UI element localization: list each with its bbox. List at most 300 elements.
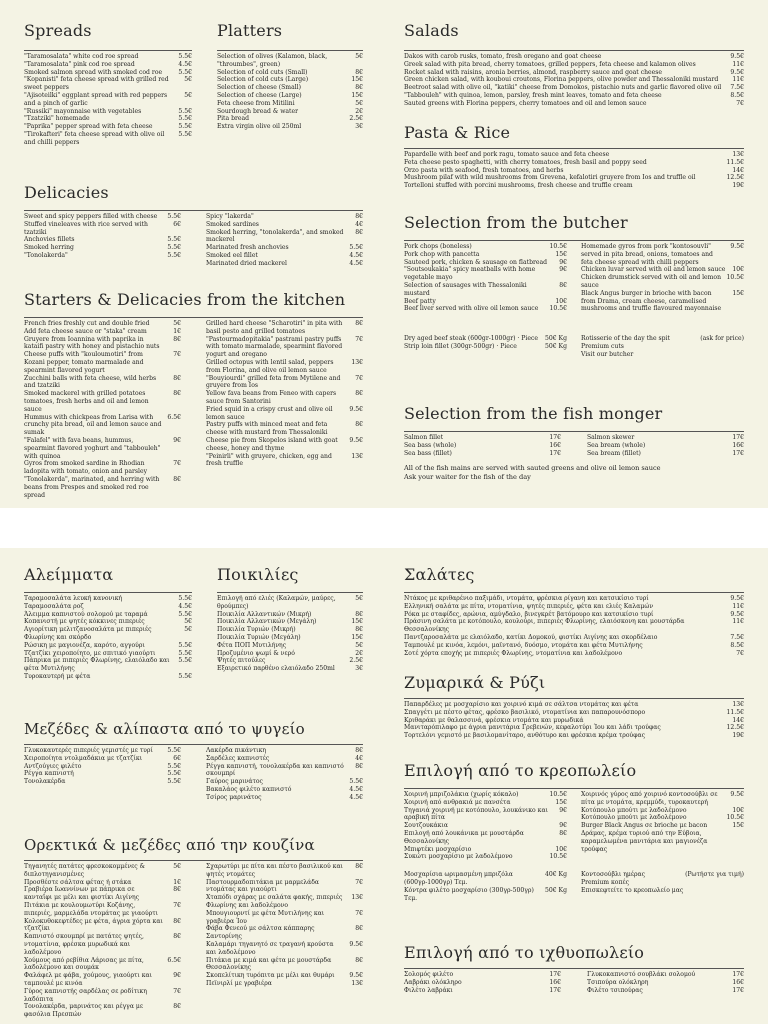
menu-item: [581, 274, 744, 290]
menu-item-price: 5.5€: [167, 778, 181, 786]
menu-item: [24, 1003, 181, 1019]
menu-list: [404, 151, 744, 190]
menu-item-name: Μπουγιουρντί με φέτα Μυτιλήνης και γραβιέρα Ίου: [206, 909, 325, 925]
menu-item-price: 7€: [736, 99, 744, 107]
menu-item: [24, 390, 181, 413]
menu-item: [24, 595, 192, 603]
menu-item-name: Πεϊνιρλί με γραβιέρα: [206, 979, 272, 987]
menu-item-name: Τονολακέρδα, μαρινάτος και ρέγγα με φασόλια Πρεσπών: [24, 1003, 143, 1019]
menu-item-price: 9.5€: [349, 436, 363, 444]
menu-item-price: 7€: [173, 460, 181, 468]
menu-item-name: Sea bass (whole): [404, 441, 457, 449]
menu-item-price: 11.5€: [726, 708, 744, 716]
menu-item: [24, 747, 181, 755]
menu-item-price: [730, 351, 744, 359]
menu-item-name: Zucchini balls with feta cheese, wild herbs and tzatziki: [24, 374, 157, 390]
menu-item: [404, 887, 567, 903]
menu-item-price: 9€: [559, 266, 567, 274]
menu-item: [404, 159, 744, 167]
menu-list: [404, 243, 567, 313]
menu-item: [587, 434, 744, 442]
section-title: Pasta & Rice: [404, 123, 511, 142]
menu-item-name: "Soutsoukakia" spicy meatballs with home vegetable mayo: [404, 266, 536, 282]
menu-item-name: Καπνιστό σκουμπρί με πατάτες ψητές, ντοματίνια, φρέσκα μυρωδικά και λαδολέμονο: [24, 933, 144, 956]
menu-item: [24, 863, 181, 879]
menu-item-name: Γραβιέρα Ιωαννίνων με πάπρικα σε κανταΐφι με μέλι και φιστίκι Αιγίνης: [24, 886, 140, 902]
menu-item: [581, 343, 744, 351]
menu-item: [24, 902, 181, 918]
menu-item-name: Άλειμμα καπνιστού σολομού με ταραμά: [24, 610, 148, 618]
menu-item: [404, 266, 567, 282]
menu-item: [24, 53, 192, 61]
menu-item-name: Ελληνική σαλάτα με πίτα, ντοματίνια, ψητές πιπεριές, φέτα και ελιές Καλαμών: [404, 602, 654, 610]
menu-item-price: 13€: [351, 979, 363, 987]
section-title: Επιλογή από το κρεοπωλείο: [404, 761, 637, 780]
menu-item-price: 5.5€: [178, 649, 192, 657]
menu-item-price: 17€: [732, 986, 744, 994]
menu-item-name: Selection of sausages with Thessaloniki mustard: [404, 281, 527, 297]
menu-item-price: 7€: [173, 987, 181, 995]
menu-item-price: 9.5€: [730, 595, 744, 602]
menu-item-price: 16€: [549, 441, 561, 449]
menu-item: [404, 343, 567, 351]
menu-item-name: Σαρδέλες καπνιστές: [206, 754, 270, 762]
menu-item: [404, 243, 567, 251]
menu-item-name: Γύρος καπνιστής σαρδέλας σε ροδίτικη λαδόπιτα: [24, 987, 147, 1003]
menu-item-price: 9.5€: [349, 940, 363, 948]
menu-item-price: 8€: [355, 925, 363, 933]
menu-item: [206, 229, 363, 245]
menu-item-name: Συκώτι μοσχαρίσιο με λαδολέμονο: [404, 853, 513, 861]
menu-item-price: 7€: [355, 335, 363, 343]
menu-item-price: 2.5€: [349, 657, 363, 665]
menu-item-price: 50€ Kg: [544, 335, 567, 343]
menu-item-name: Χούμους από ρεβίθια Λάρισας με πίτα, λαδολέμονο και σουμάκ: [24, 956, 144, 972]
menu-item-name: Σολομός φιλέτο: [404, 971, 454, 978]
menu-item-name: Τσιπούρα ολόκληρη: [587, 978, 649, 986]
menu-item-price: 5€: [184, 618, 192, 626]
menu-item: [206, 221, 363, 229]
menu-item-price: 8€: [173, 886, 181, 894]
menu-list: [404, 791, 567, 861]
menu-item-name: Εξαιρετικό παρθένο ελαιόλαδο 250ml: [217, 665, 335, 673]
menu-item-price: 40€ Kg: [544, 871, 567, 879]
menu-list: [404, 434, 561, 457]
fish-note: Ask your waiter for the fish of the day: [404, 473, 531, 482]
menu-item-price: 5.5€: [178, 657, 192, 665]
menu-item-price: 19€: [732, 182, 744, 190]
menu-item-name: Selection of olives (Kalamon, black, "throumbes", green): [217, 53, 328, 68]
menu-item-price: 1€: [173, 878, 181, 886]
menu-item: [404, 853, 567, 861]
menu-item-name: "Kopanisti" feta cheese spread with grilled red sweet peppers: [24, 76, 169, 92]
menu-item: [24, 933, 181, 956]
menu-item-name: Αγιορίτικη μελιτζανοσαλάτα με πιπεριές Φλωρίνης και σκόρδο: [24, 626, 152, 641]
menu-item: [206, 972, 363, 980]
menu-item: [206, 320, 363, 336]
menu-item-price: 7€: [173, 351, 181, 359]
menu-item-price: [730, 879, 744, 887]
menu-item-price: 7€: [736, 649, 744, 657]
menu-item-name: Φέτα ΠΟΠ Μυτιλήνης: [217, 641, 287, 649]
menu-item-price: 8€: [355, 213, 363, 220]
menu-item-price: 5€: [173, 320, 181, 327]
menu-item-price: (ask for price): [700, 335, 744, 343]
menu-item-name: "Taramosalata" pink cod roe spread: [24, 60, 135, 68]
menu-item-name: Strip loin fillet (300gr-500gr) · Piece: [404, 342, 517, 350]
menu-item: [404, 701, 744, 709]
menu-item: [24, 351, 181, 374]
menu-list: [404, 971, 561, 994]
menu-item-price: 7€: [355, 374, 363, 382]
menu-item: [587, 979, 744, 987]
menu-item: [206, 437, 363, 453]
menu-item-name: Επισκεφτείτε το κρεοπωλείο μας: [581, 886, 684, 894]
menu-item-name: "Peinirli" with gruyere, chicken, egg and fresh truffle: [206, 452, 332, 468]
menu-item-price: 5€: [184, 626, 192, 634]
menu-item: [24, 61, 192, 69]
menu-item: [404, 259, 567, 267]
menu-item: [404, 298, 567, 306]
section-title: Delicacies: [24, 183, 109, 202]
menu-item-price: 9.5€: [349, 405, 363, 413]
menu-item-price: 10.5€: [549, 243, 567, 250]
menu-list: [206, 320, 363, 499]
menu-item-name: Ταραμοσαλάτα ροζ: [24, 602, 84, 610]
menu-item-name: Selection of cheese (Small): [217, 84, 301, 92]
menu-item: [581, 351, 744, 359]
menu-item-price: 8€: [173, 374, 181, 382]
menu-item-price: 8€: [173, 933, 181, 941]
menu-list: [206, 213, 363, 268]
menu-item-name: Κόντρα φιλέτο μοσχαρίσιο (300γρ-500γρ) Τεμ.: [404, 886, 534, 902]
menu-item-price: 4.5€: [178, 60, 192, 68]
menu-item: [24, 108, 192, 116]
menu-item: [24, 650, 192, 658]
menu-item-price: 5.5€: [167, 762, 181, 770]
menu-item-price: 5.5€: [178, 123, 192, 131]
menu-item-name: Feta cheese from Mitilini: [217, 99, 295, 107]
menu-item-price: 11€: [732, 602, 744, 610]
menu-item: [217, 657, 363, 665]
menu-item-price: 15€: [351, 618, 363, 626]
menu-item: [217, 665, 363, 673]
menu-item: [206, 910, 363, 926]
fish-note: All of the fish mains are served with sauted greens and olive oil lemon sauce: [404, 464, 661, 473]
menu-item-price: 6.5€: [167, 956, 181, 964]
menu-item-name: Fried squid in a crispy crust and olive oil lemon sauce: [206, 405, 333, 421]
menu-item: [24, 879, 181, 887]
menu-item-price: 13€: [351, 894, 363, 902]
menu-item: [404, 92, 744, 100]
menu-item-name: Dry aged beef steak (600gr-1000gr) · Piece: [404, 335, 538, 343]
menu-item-name: Λαβράκι ολόκληρο: [404, 978, 462, 986]
menu-item-price: 8€: [173, 917, 181, 925]
menu-item: [206, 336, 363, 359]
menu-item: [404, 618, 744, 634]
menu-item-name: Φαλάφελ με φάβα, χούμους, γιαούρτι και ταμπουλέ με κινόα: [24, 972, 153, 987]
menu-item: [217, 76, 363, 84]
menu-item: [587, 442, 744, 450]
menu-item: [404, 151, 744, 159]
menu-item: [24, 886, 181, 902]
menu-item-name: Smoked herring, "tonolakerda", and smoked mackerel: [206, 228, 344, 244]
menu-item-name: "Taramosalata" white cod roe spread: [24, 53, 139, 60]
menu-item: [404, 830, 567, 846]
menu-item: [24, 328, 181, 336]
menu-item-name: Sauteed pork, chicken & sausage on flatbread: [404, 258, 548, 266]
menu-list: [24, 320, 181, 499]
menu-item-price: 8€: [355, 747, 363, 754]
section-fish: [404, 405, 744, 482]
menu-item: [206, 260, 363, 268]
menu-list: [404, 701, 744, 740]
menu-item: [404, 167, 744, 175]
menu-list: [24, 213, 181, 268]
menu-item-name: Beef patty: [404, 297, 436, 305]
menu-item-price: 5.5€: [178, 672, 192, 680]
menu-item-price: 8€: [173, 1003, 181, 1011]
menu-item-price: 17€: [549, 986, 561, 994]
menu-list: [24, 863, 181, 1019]
menu-item-name: Φάβα Φενεού με σάλτσα κάππαρης Σαντορίνης: [206, 925, 315, 941]
menu-item: [404, 979, 561, 987]
menu-item-price: 15€: [351, 76, 363, 84]
menu-item-name: Κοτόπουλο μπούτι με λαδολέμονο: [581, 806, 687, 814]
menu-list: [24, 595, 192, 681]
menu-item-name: "Tonolakerda", marinated, and herring with beans from Prespes and smoked red roe spread: [24, 475, 160, 499]
menu-item: [24, 460, 181, 476]
menu-item: [24, 92, 192, 108]
menu-item: [206, 894, 363, 910]
menu-item: [217, 626, 363, 634]
menu-item-price: 50€ Kg: [544, 886, 567, 894]
menu-item: [206, 421, 363, 437]
section-delicacies: [24, 184, 363, 268]
section-title: Ποικιλίες: [217, 565, 299, 584]
menu-item-price: 2€: [355, 107, 363, 115]
menu-item-price: 17€: [732, 434, 744, 441]
section-starters: [24, 291, 363, 499]
menu-item: [404, 971, 561, 979]
menu-item-price: 15€: [351, 633, 363, 641]
menu-item-name: Μοσχαρίσια ωριμασμένη μπριζόλα (600γρ-1000γρ) Τεμ.: [404, 871, 513, 886]
menu-item-price: 8€: [355, 956, 363, 964]
menu-item-name: "Russiki" mayonnaise with vegetables: [24, 107, 142, 115]
menu-item-price: 7€: [173, 901, 181, 909]
menu-item: [24, 778, 181, 786]
menu-item-name: "Paprika" pepper spread with feta cheese: [24, 123, 153, 131]
menu-item: [217, 69, 363, 77]
menu-item: [217, 123, 363, 131]
menu-item-name: Φιλέτο τσιπούρας: [587, 986, 643, 994]
menu-item-name: "Falafel" with fava beans, hummus, spearmint flavored yoghurt and "tabbouleh" with quinoa: [24, 436, 161, 460]
menu-item-price: 5€: [173, 863, 181, 870]
menu-item-name: Pork chop with pancetta: [404, 250, 480, 258]
menu-item-price: 10.5€: [726, 814, 744, 822]
menu-item-name: Πιτάκια με κιμά και φέτα με μουστάρδα Θεσσαλονίκης: [206, 956, 332, 972]
menu-item: [24, 957, 181, 973]
menu-item: [24, 115, 192, 123]
menu-item-name: Yellow fava beans from Feneo with capers sauce from Santorini: [206, 390, 337, 405]
menu-item-price: 7€: [355, 909, 363, 917]
menu-item: [581, 822, 744, 853]
menu-list: [581, 791, 744, 861]
menu-item: [581, 887, 744, 895]
menu-list: [404, 595, 744, 657]
menu-item: [24, 972, 181, 988]
menu-item: [404, 717, 744, 725]
menu-item: [587, 987, 744, 995]
menu-item-name: Salmon skewer: [587, 434, 635, 441]
menu-item-price: 7.5€: [730, 84, 744, 92]
menu-item-name: Smoked herring: [24, 244, 74, 252]
menu-item: [24, 252, 181, 260]
menu-item-name: Τονολακέρδα: [24, 778, 66, 786]
section-title: Αλείμματα: [24, 565, 114, 584]
menu-item-name: Παστουρμαδοπιτάκια με μαρμελάδα ντομάτας και γιαούρτι: [206, 878, 320, 894]
menu-item-name: Σκοπελίτικη τυρόπιτα με μέλι και θυμάρι: [206, 972, 335, 980]
menu-item: [404, 100, 744, 108]
menu-list: [404, 871, 567, 902]
section-title: Selection from the fish monger: [404, 404, 663, 423]
section-title: Platters: [217, 21, 283, 40]
menu-item-price: 15€: [351, 91, 363, 99]
menu-item: [404, 61, 744, 69]
menu-item-name: Γαύρος μαρινάτος: [206, 778, 263, 786]
menu-item-name: Ψητές πιτούλες: [217, 657, 266, 665]
menu-item: [24, 437, 181, 460]
menu-item: [587, 971, 744, 979]
menu-item-name: Πάπρικα με πιπεριές Φλωρίνης, ελαιόλαδο και φέτα Μυτιλήνης: [24, 657, 170, 673]
menu-item-price: 8€: [355, 610, 363, 618]
menu-item-name: Ρόκα με σταφίδες, αρώνια, αμύγδαλο, βινεγκρέτ βατόμουρο και κατσικίσιο τυρί: [404, 610, 654, 618]
menu-list: [206, 747, 363, 802]
menu-item-name: Σουτζουκάκια: [404, 822, 448, 830]
menu-item: [404, 822, 567, 830]
menu-item: [24, 770, 181, 778]
menu-item: [404, 182, 744, 190]
menu-item-price: 16€: [732, 441, 744, 449]
menu-item-price: 5.5€: [178, 610, 192, 618]
menu-item-name: "Ajisoteilki" eggplant spread with red peppers and a pinch of garlic: [24, 91, 168, 107]
menu-item: [404, 53, 744, 61]
menu-list: [581, 871, 744, 902]
menu-item-price: 1€: [173, 327, 181, 335]
section-title: Επιλογή από το ιχθυοπωλείο: [404, 943, 645, 962]
menu-item: [217, 650, 363, 658]
menu-item-price: 7.5€: [730, 633, 744, 641]
menu-item: [24, 213, 181, 221]
menu-item: [404, 634, 744, 642]
menu-item-name: Τηγανητές πατάτες φρεσκοκομμένες & διπλοτηγανισμένες: [24, 863, 146, 878]
menu-item-price: 17€: [732, 971, 744, 978]
menu-item-name: Dakos with carob rusks, tomato, fresh oregano and goat cheese: [404, 53, 602, 60]
menu-item: [404, 282, 567, 298]
menu-item-name: Green chicken salad, with kouboui croutons, Florina peppers, olive powder and Thessaloniki mustard: [404, 76, 719, 84]
section-title: Spreads: [24, 21, 92, 40]
menu-item-name: Gyros from smoked sardine in Rhodian ladopita with tomato, onion and parsley: [24, 460, 148, 476]
menu-item-price: 5.5€: [178, 641, 192, 649]
menu-item-name: Selection of cold cuts (Large): [217, 76, 309, 84]
menu-item: [206, 925, 363, 941]
menu-item: [217, 100, 363, 108]
menu-item: [581, 243, 744, 266]
menu-item: [24, 755, 181, 763]
menu-item-name: Λακέρδα πικάντικη: [206, 747, 267, 754]
menu-item-name: Προσθέστε σάλτσα φέτας ή στάκα: [24, 878, 132, 886]
menu-item-price: 4€: [355, 754, 363, 762]
section-delicacies-gr: [24, 720, 363, 802]
menu-item-price: 2€: [355, 649, 363, 657]
menu-item-price: 10€: [732, 806, 744, 814]
menu-item: [404, 846, 567, 854]
menu-item-name: Τσίρος μαρινάτος: [206, 793, 262, 801]
menu-item-name: Smoked salmon spread with smoked cod roe: [24, 68, 163, 76]
section-starters-gr: [24, 836, 363, 1019]
menu-item-price: 10.5€: [726, 274, 744, 282]
menu-item-name: Sweet and spicy peppers filled with cheese: [24, 213, 158, 220]
menu-english: [0, 0, 768, 508]
menu-item-name: Visit our butcher: [581, 350, 634, 358]
menu-item: [24, 611, 192, 619]
menu-item: [217, 618, 363, 626]
menu-item-price: 4.5€: [349, 785, 363, 793]
menu-item-name: Μανιταρόπιλαφο με άγρια μανιτάρια Γρεβενών, κεφαλοτύρι Ίου και λάδι τρούφας: [404, 724, 661, 732]
menu-item-name: Χειροποίητα ντολμαδάκια με τζατζίκι: [24, 754, 143, 762]
menu-item: [404, 76, 744, 84]
menu-item-name: Grilled octopus with lentil salad, peppers from Florina, and olive oil lemon sauce: [206, 358, 334, 374]
menu-item-name: Pork chops (boneless): [404, 243, 472, 250]
menu-item: [404, 450, 561, 458]
menu-item: [24, 642, 192, 650]
menu-item-name: Pastry puffs with minced meat and feta cheese with mustard from Thessaloniki: [206, 421, 328, 437]
menu-item-name: Extra virgin olive oil 250ml: [217, 123, 302, 131]
menu-item-name: Anchovies fillets: [24, 236, 75, 244]
menu-item-name: Tortelloni stuffed with porcini mushrooms, fresh cheese and truffle cream: [404, 182, 633, 190]
menu-item-name: Γλυκοκαπνιστό σουβλάκι σολομού: [587, 971, 696, 978]
menu-item-name: Greek salad with pita bread, cherry tomatoes, grilled peppers, feta cheese and kalamon olives: [404, 60, 696, 68]
menu-item-price: [730, 343, 744, 351]
menu-item-price: 4€: [355, 220, 363, 228]
menu-item-price: 10€: [555, 297, 567, 305]
section-butcher: [404, 214, 744, 359]
menu-item-name: Κοντοσούβλι ημέρας: [581, 871, 646, 879]
menu-item-price: 9€: [559, 806, 567, 814]
menu-item-price: 8€: [355, 84, 363, 92]
menu-item: [404, 724, 744, 732]
menu-item: [24, 131, 192, 147]
menu-item-price: 5€: [355, 595, 363, 602]
menu-item-name: Chicken luvar served with oil and lemon sauce: [581, 266, 726, 274]
menu-item: [581, 814, 744, 822]
menu-item-price: 5€: [355, 641, 363, 649]
menu-item-price: 8€: [355, 68, 363, 76]
menu-item-name: Ρέγγα καπνιστή: [24, 770, 74, 778]
menu-item-price: 5€: [184, 76, 192, 84]
menu-item-price: 14€: [732, 716, 744, 724]
menu-item-name: Gruyere from Ioannina with paprika in kataifi pastry with honey and pistachio nuts: [24, 335, 160, 351]
menu-item-price: 9.5€: [730, 610, 744, 618]
menu-item: [206, 244, 363, 252]
menu-item-name: Χταπόδι σχάρας με σαλάτα φακής, πιπεριές Φλωρίνης και λαδολέμονο: [206, 894, 343, 909]
menu-item-price: 5.5€: [167, 244, 181, 252]
menu-item: [24, 375, 181, 391]
menu-item-price: 3€: [355, 665, 363, 673]
menu-item-name: Smoked sardines: [206, 220, 259, 228]
page-gap: [0, 508, 768, 548]
menu-item: [206, 755, 363, 763]
